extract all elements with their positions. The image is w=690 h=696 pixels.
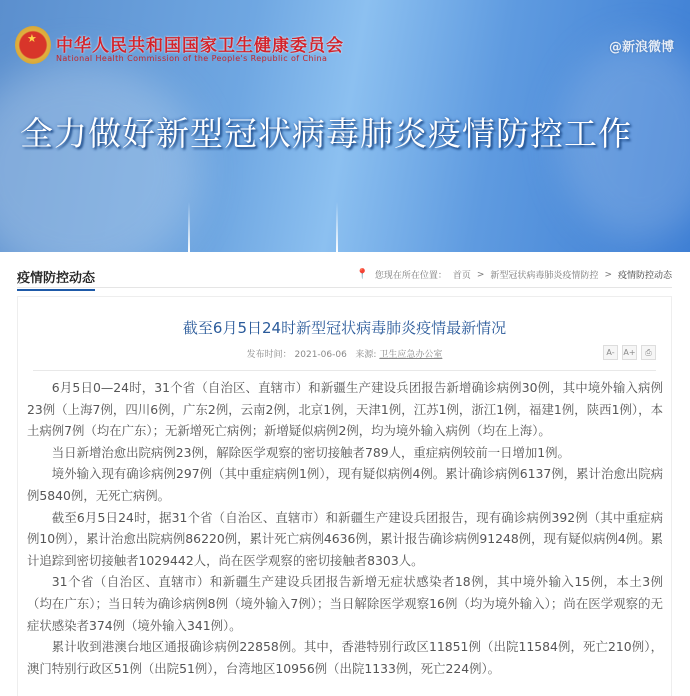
font-increase-button[interactable]: A+ <box>622 345 637 360</box>
weibo-watermark: @新浪微博 <box>608 40 674 55</box>
breadcrumb-separator: > <box>476 269 485 280</box>
divider <box>33 370 656 371</box>
date-label: 发布时间： <box>246 350 292 360</box>
section-title: 疫情防控动态 <box>17 267 95 291</box>
paragraph: 31个省（自治区、直辖市）和新疆生产建设兵团报告新增无症状感染者18例，其中境外输入15例，本土3例（均在广东）；当日转为确诊病例8例（境外输入7例）；当日解除医学观察16例（均为境外输入）；尚在医学观察的无症状感染者374例（境外输入341例）。 <box>27 574 663 633</box>
paragraph: 境外输入现有确诊病例297例（其中重症病例1例），现有疑似病例4例。累计确诊病例6137例，累计治愈出院病例5840例，无死亡病例。 <box>27 466 663 503</box>
article-title: 截至6月5日24时新型冠状病毒肺炎疫情最新情况 <box>182 319 507 337</box>
breadcrumb-current[interactable]: 疫情防控动态 <box>617 271 672 281</box>
breadcrumb-separator: > <box>604 269 612 280</box>
article-body <box>27 377 663 679</box>
paragraph: 6月5日0—24时，31个省（自治区、直辖市）和新疆生产建设兵团报告新增确诊病例30例，其中境外输入病例23例（上海7例，四川6例，广东2例，云南2例，北京1例，天津1例，江苏1例，浙江1例，福建1例，陕西1例），本土病例7例（均在广东）；无新增死亡病例；新增疑似病例2例，均为境外输入病例（均在上海）。 <box>27 380 663 439</box>
paragraph: 截至6月5日24时，据31个省（自治区、直辖市）和新疆生产建设兵团报告，现有确诊病例392例（其中重症病例10例），累计治愈出院病例86220例，累计死亡病例4636例，累计报告确诊病例91248例，现有疑似病例4例。累计追踪到密切接触者1029442人，尚在医学观察的密切接触者8303人。 <box>27 509 663 568</box>
breadcrumb-covid[interactable]: 新型冠状病毒肺炎疫情防控 <box>490 271 599 281</box>
font-decrease-button[interactable]: A- <box>603 345 618 360</box>
paragraph: 当日新增治愈出院病例23例，解除医学观察的密切接触者789人，重症病例较前一日增加1例。 <box>51 444 570 460</box>
breadcrumb-prefix: 您现在所在位置： <box>374 271 447 281</box>
breadcrumb-home[interactable]: 首页 <box>452 271 471 281</box>
article-meta <box>18 347 671 360</box>
print-button[interactable]: ⎙ <box>641 345 656 360</box>
publish-date: 2021-06-06 <box>294 350 347 360</box>
paragraph: 累计收到港澳台地区通报确诊病例22858例。其中，香港特别行政区11851例（出院11584例，死亡210例），澳门特别行政区51例（出院51例），台湾地区10956例（出院1133例，死亡224例）。 <box>27 639 663 676</box>
source-label: 来源: <box>355 350 377 360</box>
banner-slogan: 全力做好新型冠状病毒肺炎疫情防控工作 <box>20 114 632 153</box>
header-banner <box>0 0 690 252</box>
national-emblem-icon: ★ <box>15 26 51 64</box>
section-header <box>17 263 672 288</box>
breadcrumb <box>356 268 672 281</box>
source-link[interactable]: 卫生应急办公室 <box>379 350 443 360</box>
article-tools <box>603 345 656 360</box>
article-card <box>17 296 672 696</box>
org-name-en: National Health Commission of the People's Republic of China <box>56 54 328 63</box>
org-name-cn[interactable]: 中华人民共和国国家卫生健康委员会 <box>56 36 344 56</box>
location-pin-icon: 📍 <box>356 269 369 280</box>
